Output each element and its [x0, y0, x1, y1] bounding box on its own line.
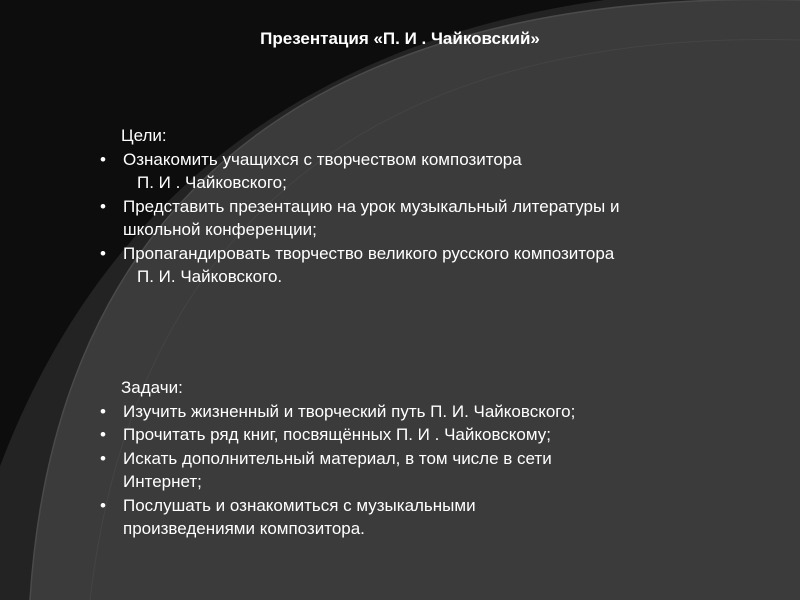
tasks-item [100, 447, 575, 494]
slide-title: Презентация «П. И . Чайковский» [260, 29, 540, 48]
bullet-icon: • [100, 425, 106, 444]
bullet-icon: • [100, 243, 106, 263]
tasks-item-line: Прочитать ряд книг, посвящённых П. И . Чайковскому; [123, 425, 551, 444]
tasks-item [100, 423, 575, 447]
tasks-list [100, 400, 575, 541]
tasks-item-line: Искать дополнительный материал, в том числе в сети [123, 448, 552, 468]
tasks-item [100, 400, 575, 424]
goals-item [100, 195, 619, 242]
goals-item [100, 148, 619, 195]
goals-section [100, 124, 619, 289]
tasks-heading: Задачи: [121, 378, 183, 397]
tasks-item-line: произведениями композитора. [123, 519, 365, 538]
tasks-item [100, 494, 575, 541]
tasks-section [100, 376, 575, 541]
bullet-icon: • [100, 196, 106, 216]
tasks-item-line: Послушать и ознакомиться с музыкальными [123, 495, 476, 515]
goals-item-line: Ознакомить учащихся с творчеством композитора [123, 149, 522, 169]
goals-item [100, 242, 619, 289]
bullet-icon: • [100, 448, 106, 468]
goals-list [100, 148, 619, 289]
tasks-item-line: Изучить жизненный и творческий путь П. И. Чайковского; [123, 401, 576, 421]
goals-item-line: Представить презентацию на урок музыкальный литературы и [123, 196, 620, 216]
goals-item-line: школьной конференции; [123, 220, 317, 239]
bullet-icon: • [100, 401, 106, 421]
tasks-item-line: Интернет; [123, 472, 202, 491]
goals-heading: Цели: [121, 126, 167, 145]
goals-item-line: П. И . Чайковского; [137, 173, 287, 192]
bullet-icon: • [100, 495, 106, 515]
goals-item-line: Пропагандировать творчество великого русского композитора [123, 243, 615, 263]
bullet-icon: • [100, 149, 106, 169]
goals-item-line: П. И. Чайковского. [137, 267, 283, 286]
